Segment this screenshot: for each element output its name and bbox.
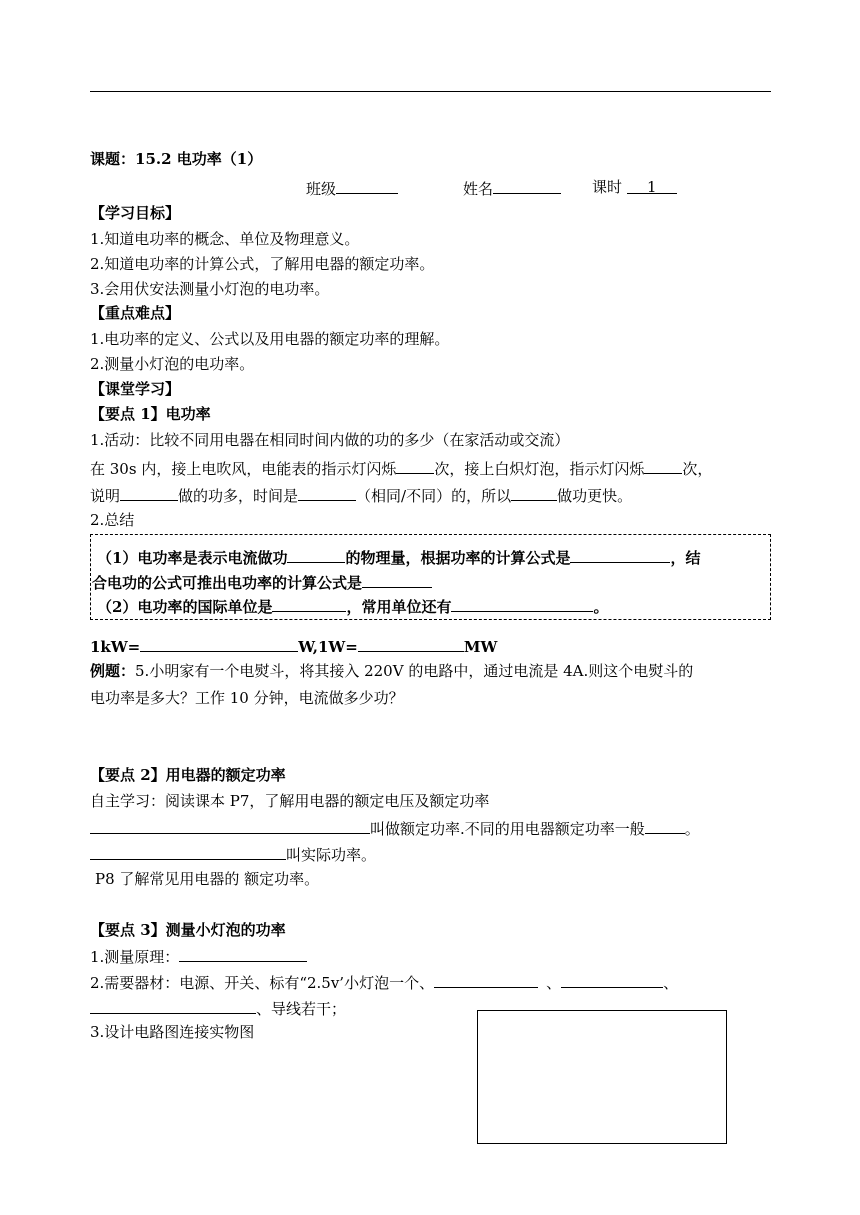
blank-field[interactable] xyxy=(396,457,434,474)
name-field xyxy=(463,177,561,199)
text-fragment: 。 xyxy=(684,820,700,838)
text-fragment: ，结 xyxy=(670,549,701,567)
text-fragment: 做功更快。 xyxy=(557,487,633,505)
example-line-2: 电功率是多大？工作 10 分钟，电流做多少功？ xyxy=(90,689,404,707)
text-fragment: 说明 xyxy=(90,487,121,505)
text-fragment: 叫实际功率。 xyxy=(286,846,377,864)
text-fragment: 叫做额定功率.不同的用电器额定功率一般 xyxy=(370,820,645,838)
equipment-line-1 xyxy=(90,971,678,993)
blank-field[interactable] xyxy=(511,484,557,501)
activity-line-1 xyxy=(90,457,712,479)
title-text: 15.2 电功率（1） xyxy=(135,150,263,168)
activity-text: 1.活动：比较不同用电器在相同时间内做的功的多少（在家活动或交流） xyxy=(90,431,570,449)
text-fragment: （1）电功率是表示电流做功 xyxy=(97,549,288,567)
blank-field[interactable] xyxy=(120,484,178,501)
name-label: 姓名 xyxy=(463,180,494,198)
blank-field[interactable] xyxy=(434,971,538,988)
key-item: 2.测量小灯泡的电功率。 xyxy=(90,355,255,373)
text-fragment: 做的功多，时间是 xyxy=(178,487,299,505)
rated-power-line xyxy=(90,817,700,839)
blank-field[interactable] xyxy=(179,945,307,962)
blank-field[interactable] xyxy=(362,571,432,588)
blank-field[interactable] xyxy=(90,997,256,1014)
activity-line-2 xyxy=(90,484,632,506)
circuit-drawing-box[interactable] xyxy=(477,1010,727,1144)
text-fragment: 1kW= xyxy=(90,638,141,656)
text-fragment: （2）电功率的国际单位是 xyxy=(97,598,273,616)
text-fragment: 、导线若干； xyxy=(256,1000,347,1018)
blank-field[interactable] xyxy=(451,595,593,612)
unit-conversion xyxy=(90,635,497,657)
text-fragment: 、 xyxy=(663,974,679,992)
blank-field[interactable] xyxy=(140,635,298,652)
name-blank[interactable] xyxy=(493,177,561,194)
blank-field[interactable] xyxy=(570,546,670,563)
blank-field[interactable] xyxy=(90,843,286,860)
goal-item: 1.知道电功率的概念、单位及物理意义。 xyxy=(90,230,360,248)
equipment-line-2 xyxy=(90,997,346,1019)
title-label: 课题： xyxy=(90,150,136,168)
summary-line-2 xyxy=(92,571,432,593)
blank-field[interactable] xyxy=(358,635,464,652)
period-label: 课时 xyxy=(592,178,623,196)
text-fragment: ，常用单位还有 xyxy=(346,598,452,616)
text-fragment: 次， xyxy=(682,460,713,478)
text-fragment: 、 xyxy=(546,974,562,992)
actual-power-line xyxy=(90,843,376,865)
text-fragment: 。 xyxy=(593,598,609,616)
summary-heading: 2.总结 xyxy=(90,511,135,529)
class-field xyxy=(306,177,398,199)
p8-text: P8 了解常见用电器的 额定功率。 xyxy=(95,870,320,888)
class-study-heading: 【课堂学习】 xyxy=(90,380,181,398)
period-field xyxy=(592,177,677,197)
blank-field[interactable] xyxy=(644,457,682,474)
class-blank[interactable] xyxy=(336,177,398,194)
example-text: 5.小明家有一个电熨斗，将其接入 220V 的电路中，通过电流是 4A.则这个电熨斗的 xyxy=(135,662,694,680)
key-heading: 【重点难点】 xyxy=(90,304,181,322)
goals-heading: 【学习目标】 xyxy=(90,204,181,222)
example-line-1 xyxy=(90,661,693,681)
header-rule xyxy=(90,91,771,92)
text-fragment: 2.需要器材：电源、开关、标有“2.5v’小灯泡一个、 xyxy=(90,974,435,992)
blank-field[interactable] xyxy=(298,484,356,501)
blank-field[interactable] xyxy=(645,817,685,834)
blank-field[interactable] xyxy=(90,817,370,834)
text-fragment: 在 30s 内，接上电吹风，电能表的指示灯闪烁 xyxy=(90,460,397,478)
point3-heading: 【要点 3】测量小灯泡的功率 xyxy=(90,921,286,939)
text-fragment: 合电功的公式可推出电功率的计算公式是 xyxy=(92,574,363,592)
class-label: 班级 xyxy=(306,180,337,198)
lesson-title xyxy=(90,149,262,169)
text-fragment: MW xyxy=(463,638,498,656)
text-fragment: W,1W= xyxy=(298,638,358,656)
blank-field[interactable] xyxy=(272,595,346,612)
principle-line xyxy=(90,945,307,967)
key-item: 1.电功率的定义、公式以及用电器的额定功率的理解。 xyxy=(90,330,450,348)
period-value: 1 xyxy=(627,177,677,194)
point2-heading: 【要点 2】用电器的额定功率 xyxy=(90,766,286,784)
summary-line-3 xyxy=(97,595,608,617)
text-fragment: 1.测量原理： xyxy=(90,948,180,966)
point1-heading: 【要点 1】电功率 xyxy=(90,405,211,423)
text-fragment: （相同/不同）的，所以 xyxy=(356,487,512,505)
self-study-text: 自主学习：阅读课本 P7，了解用电器的额定电压及额定功率 xyxy=(90,792,490,810)
blank-field[interactable] xyxy=(287,546,345,563)
design-text: 3.设计电路图连接实物图 xyxy=(90,1023,255,1041)
blank-field[interactable] xyxy=(561,971,663,988)
goal-item: 3.会用伏安法测量小灯泡的电功率。 xyxy=(90,280,330,298)
summary-line-1 xyxy=(97,546,700,568)
text-fragment: 的物理量，根据功率的计算公式是 xyxy=(345,549,571,567)
goal-item: 2.知道电功率的计算公式，了解用电器的额定功率。 xyxy=(90,255,435,273)
example-label: 例题： xyxy=(90,662,136,680)
text-fragment: 次，接上白炽灯泡，指示灯闪烁 xyxy=(434,460,645,478)
